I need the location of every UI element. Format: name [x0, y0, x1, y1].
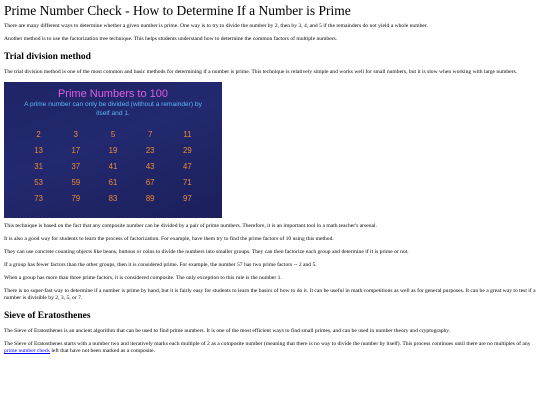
trial-lead-paragraph: The trial division method is one of the most common and basic methods for determining if a number is prime. This technique is relatively simple and works well for small numbers, but it is slow when working with large numbers.	[4, 69, 518, 75]
prime-number-cell: 73	[34, 194, 43, 203]
section-heading-trial-division: Trial division method	[4, 52, 91, 62]
prime-number-cell: 29	[183, 146, 192, 155]
trial-paragraph: There is no super-fast way to determine if a number is prime by hand, but it is fairly easy for students to learn the basics of how to do it. It can be useful in math competitions as well as for general purposes. It can be a great way to test if a number is divisible by 2, 3, 5, or 7.	[4, 288, 536, 301]
prime-number-cell: 3	[73, 130, 78, 139]
intro-paragraph: There are many different ways to determine whether a given number is prime. One way is to try to divide the number by 2, then by 3, 4, and 5 if the remainders do not yield a whole number.	[4, 23, 428, 29]
image-title: Prime Numbers to 100	[57, 88, 169, 100]
prime-number-cell: 47	[183, 162, 192, 171]
trial-paragraph: When a group has more than three prime factors, it is considered composite. The only exception to this rule is the number 1.	[4, 275, 282, 281]
prime-number-cell: 17	[71, 146, 81, 155]
prime-number-cell: 59	[71, 178, 81, 187]
prime-number-grid	[20, 129, 206, 204]
prime-number-cell: 31	[34, 162, 43, 171]
prime-numbers-image	[4, 82, 222, 218]
prime-number-cell: 53	[34, 178, 43, 187]
trial-paragraph: It is also a good way for students to learn the process of factorization. For example, have them try to find the prime factors of 10 using this method.	[4, 236, 334, 242]
trial-paragraph: If a group has fewer factors than the other groups, then it is considered prime. For example, the number 57 has two prime factors -- 2 and 5.	[4, 262, 317, 268]
trial-paragraph: They can use concrete counting objects like beans, buttons or coins to divide the numbers into smaller groups. They can then factorize each group and determine if it is prime or not.	[4, 249, 409, 255]
prime-number-cell: 71	[183, 178, 192, 187]
page-title: Prime Number Check - How to Determine If a Number is Prime	[4, 3, 351, 18]
prime-number-check-link[interactable]: prime number check	[4, 348, 50, 354]
prime-number-cell: 83	[108, 194, 118, 203]
prime-number-cell: 2	[36, 130, 41, 139]
intro-paragraph: Another method is to use the factorization tree technique. This helps students understand how to determine the common factors of multiple numbers.	[4, 36, 338, 42]
prime-number-cell: 37	[71, 162, 81, 171]
prime-number-cell: 5	[110, 130, 116, 139]
image-subtitle: A prime number can only be divided (without a remainder) by itself and 1.	[24, 101, 202, 117]
prime-number-cell: 7	[148, 130, 153, 139]
prime-number-cell: 19	[108, 146, 118, 155]
prime-number-cell: 11	[183, 130, 192, 139]
section-heading-sieve: Sieve of Eratosthenes	[4, 311, 91, 321]
prime-number-cell: 23	[145, 146, 155, 155]
prime-number-cell: 43	[145, 162, 155, 171]
prime-number-cell: 67	[145, 178, 155, 187]
sieve-text-before-link: The Sieve of Eratosthenes starts with a number two and iteratively marks each multiple of 2 as a composite number (meaning that there is no way to divide the number by itself). This process continues until there are no multiples of any	[4, 341, 531, 347]
sieve-text-after-link: left that have not been marked as a composite.	[49, 348, 155, 354]
sieve-paragraph: The Sieve of Eratosthenes is an ancient algorithm that can be used to find prime numbers. It is one of the most efficient ways to find small primes, and can be used in number theory and cryptography.	[4, 328, 451, 334]
trial-paragraph: This technique is based on the fact that any composite number can be divided by a pair of prime numbers. Therefore, it is an important tool in a math teacher's arsenal.	[4, 223, 377, 229]
prime-number-cell: 97	[183, 194, 192, 203]
sieve-paragraph	[4, 341, 536, 355]
prime-number-cell: 41	[108, 162, 118, 171]
prime-number-cell: 13	[34, 146, 43, 155]
prime-number-cell: 89	[145, 194, 155, 203]
prime-number-cell: 61	[108, 178, 118, 187]
prime-number-cell: 79	[71, 194, 81, 203]
